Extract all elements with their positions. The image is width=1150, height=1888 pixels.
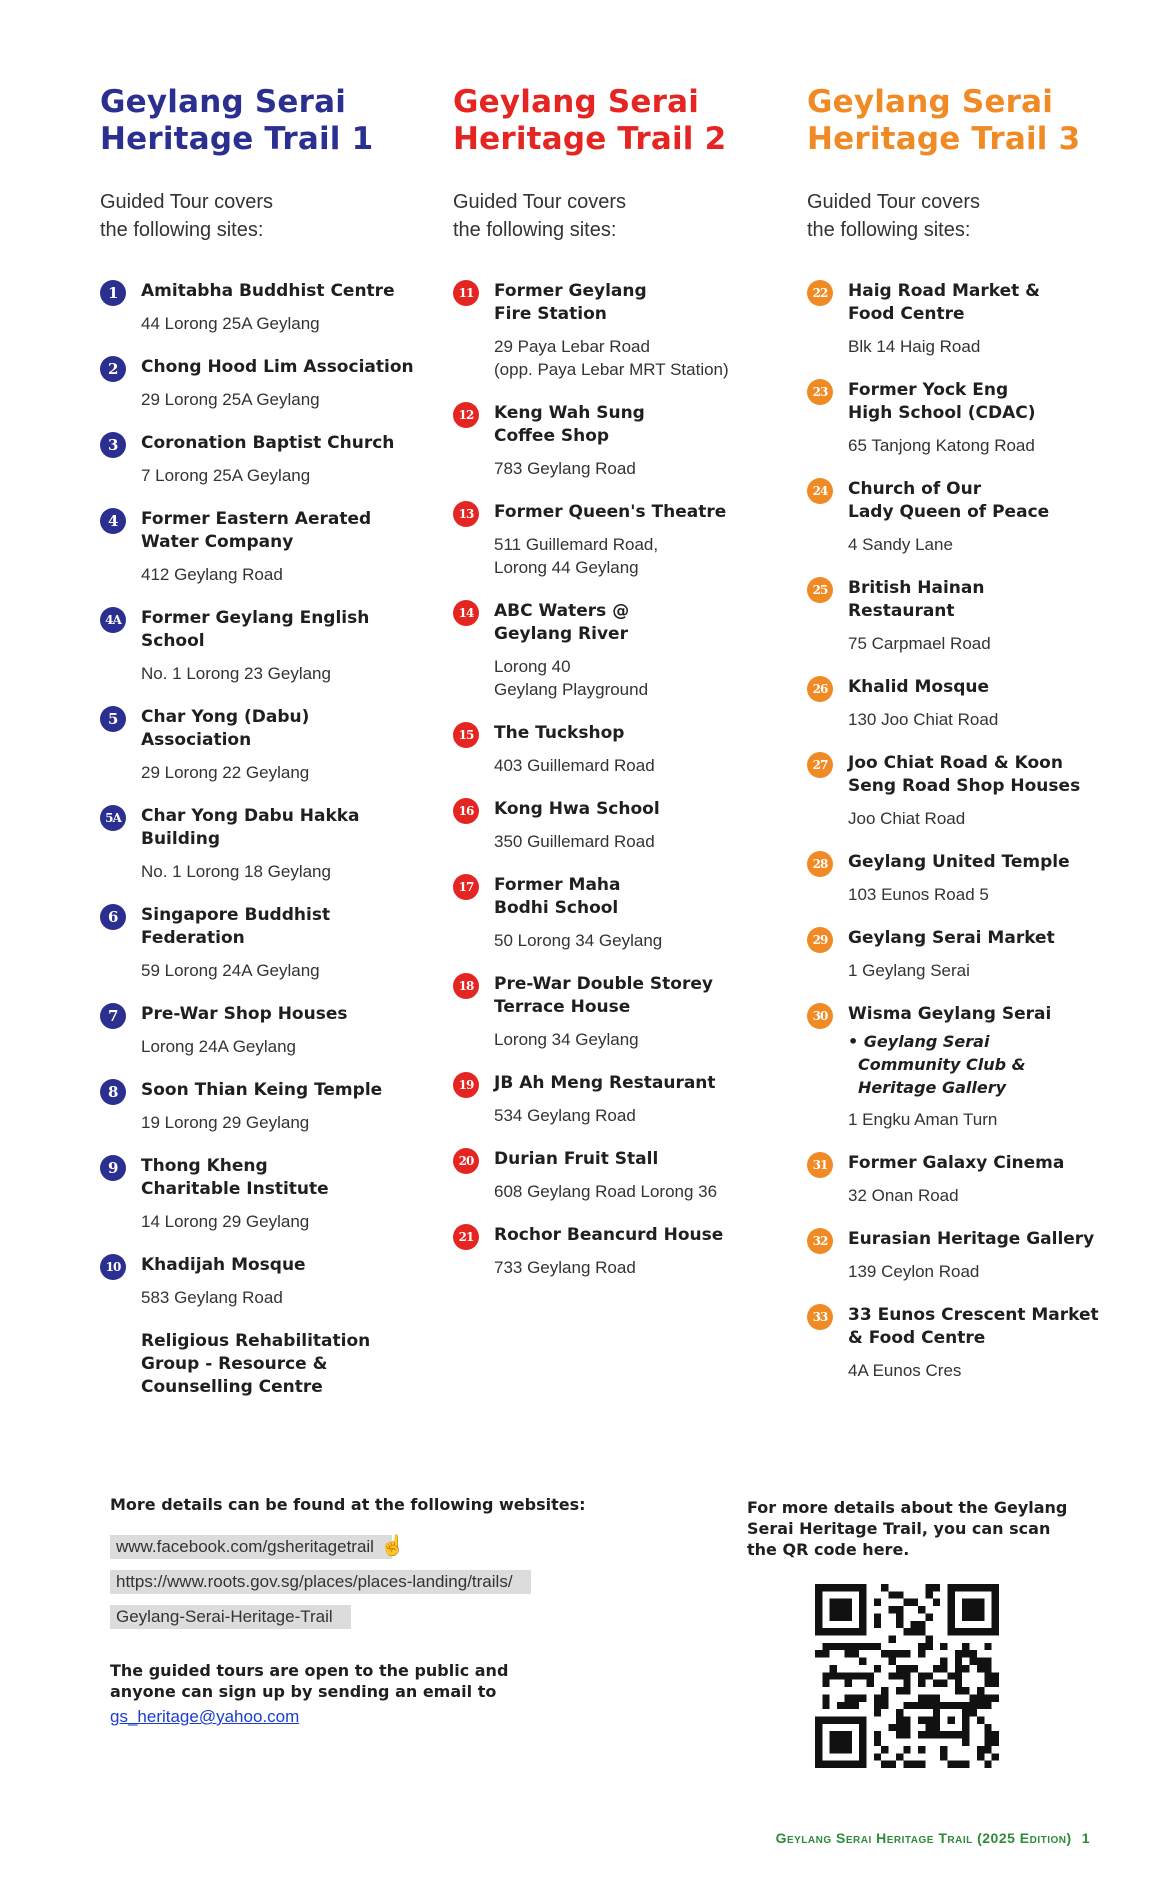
site-name: Former Yock Eng High School (CDAC) xyxy=(848,380,1036,423)
site-item xyxy=(453,402,783,480)
site-name: Church of Our Lady Queen of Peace xyxy=(848,479,1050,522)
site-number-badge: 16 xyxy=(453,798,479,824)
site-name: Former Maha Bodhi School xyxy=(494,875,621,918)
site-item xyxy=(807,676,1137,731)
site-number-badge: 1 xyxy=(100,280,126,306)
site-item xyxy=(807,1228,1137,1283)
site-name: Thong Kheng Charitable Institute xyxy=(141,1156,329,1199)
site-item xyxy=(807,1152,1137,1207)
trail-2-column xyxy=(453,84,783,1300)
qr-caption: For more details about the Geylang Serai Heritage Trail, you can scan the QR code here. xyxy=(747,1498,1068,1559)
site-number-badge: 25 xyxy=(807,577,833,603)
site-name: Keng Wah Sung Coffee Shop xyxy=(494,403,645,446)
site-address: 412 Geylang Road xyxy=(141,565,283,584)
site-address: 29 Paya Lebar Road (opp. Paya Lebar MRT Station) xyxy=(494,337,729,379)
site-address: 65 Tanjong Katong Road xyxy=(848,436,1035,455)
site-number-badge: 13 xyxy=(453,501,479,527)
email-link[interactable]: gs_heritage@yahoo.com xyxy=(110,1707,300,1726)
site-item xyxy=(453,1224,783,1279)
site-name: Geylang United Temple xyxy=(848,852,1070,872)
site-name: Former Queen's Theatre xyxy=(494,502,727,522)
site-name: Rochor Beancurd House xyxy=(494,1225,724,1245)
qr-code-icon[interactable] xyxy=(815,1584,999,1768)
site-item xyxy=(100,1254,430,1309)
site-name: Pre-War Double Storey Terrace House xyxy=(494,974,713,1017)
site-address: 534 Geylang Road xyxy=(494,1106,636,1125)
site-item xyxy=(100,1079,430,1134)
site-address: Joo Chiat Road xyxy=(848,809,966,828)
site-name: Durian Fruit Stall xyxy=(494,1149,659,1169)
site-address: 1 Geylang Serai xyxy=(848,961,970,980)
site-name: Former Galaxy Cinema xyxy=(848,1153,1065,1173)
site-name: Religious Rehabilitation Group - Resource & Counselling Centre xyxy=(141,1331,371,1397)
site-name: Soon Thian Keing Temple xyxy=(141,1080,383,1100)
site-address: 32 Onan Road xyxy=(848,1186,959,1205)
site-address: Blk 14 Haig Road xyxy=(848,337,981,356)
site-address: Lorong 40 Geylang Playground xyxy=(494,657,649,699)
site-number-badge: 18 xyxy=(453,973,479,999)
site-item xyxy=(453,501,783,579)
site-name: Wisma Geylang Serai xyxy=(848,1004,1052,1024)
page-number: 1 xyxy=(1081,1830,1090,1846)
site-item xyxy=(100,706,430,784)
site-item xyxy=(453,973,783,1051)
site-sub-item: • Geylang Serai Community Club & Heritage Gallery xyxy=(848,1032,1026,1097)
trail-intro: Guided Tour covers the following sites: xyxy=(100,191,274,241)
site-address: 29 Lorong 22 Geylang xyxy=(141,763,310,782)
website-links xyxy=(110,1531,630,1636)
websites-section xyxy=(110,1494,630,1730)
site-address: Lorong 24A Geylang xyxy=(141,1037,297,1056)
site-item xyxy=(807,1003,1137,1131)
site-address: 608 Geylang Road Lorong 36 xyxy=(494,1182,718,1201)
site-item xyxy=(453,1148,783,1203)
site-number-badge: 26 xyxy=(807,676,833,702)
site-address: Lorong 34 Geylang xyxy=(494,1030,639,1049)
site-item xyxy=(453,280,783,381)
site-number-badge: 23 xyxy=(807,379,833,405)
site-name: Khadijah Mosque xyxy=(141,1255,306,1275)
site-name: Eurasian Heritage Gallery xyxy=(848,1229,1095,1249)
site-address: 19 Lorong 29 Geylang xyxy=(141,1113,310,1132)
site-item xyxy=(100,508,430,586)
site-number-badge: 33 xyxy=(807,1304,833,1330)
site-number-badge: 15 xyxy=(453,722,479,748)
site-address: 7 Lorong 25A Geylang xyxy=(141,466,311,485)
trail-title: Geylang Serai Heritage Trail 2 xyxy=(453,84,727,157)
site-item xyxy=(100,280,430,335)
site-item xyxy=(100,904,430,982)
site-name: Chong Hood Lim Association xyxy=(141,357,414,377)
site-name: Former Geylang Fire Station xyxy=(494,281,647,324)
websites-heading: More details can be found at the following websites: xyxy=(110,1495,586,1514)
site-item xyxy=(100,1330,430,1399)
signup-text: The guided tours are open to the public and anyone can sign up by sending an email to xyxy=(110,1661,509,1701)
site-address: 130 Joo Chiat Road xyxy=(848,710,999,729)
site-item xyxy=(453,874,783,952)
site-name: Khalid Mosque xyxy=(848,677,990,697)
site-name: Geylang Serai Market xyxy=(848,928,1055,948)
site-item xyxy=(807,851,1137,906)
site-address: 139 Ceylon Road xyxy=(848,1262,980,1281)
site-name: Char Yong (Dabu) Association xyxy=(141,707,310,750)
roots-link-continued[interactable]: Geylang-Serai-Heritage-Trail xyxy=(110,1605,351,1629)
page-label: Geylang Serai Heritage Trail (2025 Edition) xyxy=(775,1830,1072,1846)
site-number-badge: 27 xyxy=(807,752,833,778)
site-item xyxy=(100,607,430,685)
site-name: The Tuckshop xyxy=(494,723,625,743)
site-number-badge: 28 xyxy=(807,851,833,877)
site-address: 783 Geylang Road xyxy=(494,459,636,478)
site-name: Amitabha Buddhist Centre xyxy=(141,281,395,301)
site-name: 33 Eunos Crescent Market & Food Centre xyxy=(848,1305,1099,1348)
trail-intro: Guided Tour covers the following sites: xyxy=(453,191,627,241)
site-address: 103 Eunos Road 5 xyxy=(848,885,989,904)
site-item xyxy=(453,600,783,701)
site-item xyxy=(807,577,1137,655)
site-item xyxy=(807,280,1137,358)
site-name: Haig Road Market & Food Centre xyxy=(848,281,1040,324)
site-number-badge: 6 xyxy=(100,904,126,930)
site-address: 733 Geylang Road xyxy=(494,1258,636,1277)
site-name: Coronation Baptist Church xyxy=(141,433,395,453)
site-name: Kong Hwa School xyxy=(494,799,660,819)
site-name: Char Yong Dabu Hakka Building xyxy=(141,806,360,849)
site-number-badge: 29 xyxy=(807,927,833,953)
site-item xyxy=(807,752,1137,830)
site-number-badge: 32 xyxy=(807,1228,833,1254)
page-footer xyxy=(776,1830,1090,1846)
site-number-badge: 19 xyxy=(453,1072,479,1098)
site-number-badge: 8 xyxy=(100,1079,126,1105)
trail-title: Geylang Serai Heritage Trail 1 xyxy=(100,84,374,157)
trail-title: Geylang Serai Heritage Trail 3 xyxy=(807,84,1081,157)
site-address: 14 Lorong 29 Geylang xyxy=(141,1212,310,1231)
site-item xyxy=(453,722,783,777)
trail-3-column xyxy=(807,84,1137,1403)
site-address: 75 Carpmael Road xyxy=(848,634,991,653)
site-item xyxy=(453,1072,783,1127)
site-address: 403 Guillemard Road xyxy=(494,756,655,775)
site-number-badge: 14 xyxy=(453,600,479,626)
site-address: 59 Lorong 24A Geylang xyxy=(141,961,320,980)
site-number-badge: 4A xyxy=(100,607,126,633)
site-number-badge: 5 xyxy=(100,706,126,732)
trail-intro: Guided Tour covers the following sites: xyxy=(807,191,981,241)
site-number-badge: 21 xyxy=(453,1224,479,1250)
site-number-badge: 17 xyxy=(453,874,479,900)
site-address: 511 Guillemard Road, Lorong 44 Geylang xyxy=(494,535,659,577)
site-address: 350 Guillemard Road xyxy=(494,832,655,851)
site-number-badge: 3 xyxy=(100,432,126,458)
site-name: Joo Chiat Road & Koon Seng Road Shop Houses xyxy=(848,753,1081,796)
site-name: JB Ah Meng Restaurant xyxy=(494,1073,716,1093)
site-item xyxy=(100,805,430,883)
qr-section xyxy=(747,1497,1077,1560)
site-address: 29 Lorong 25A Geylang xyxy=(141,390,320,409)
site-number-badge: 10 xyxy=(100,1254,126,1280)
site-number-badge: 20 xyxy=(453,1148,479,1174)
site-item xyxy=(807,1304,1137,1382)
site-item xyxy=(100,356,430,411)
site-item xyxy=(453,798,783,853)
site-number-badge: 11 xyxy=(453,280,479,306)
site-address: 4 Sandy Lane xyxy=(848,535,953,554)
site-address: 1 Engku Aman Turn xyxy=(848,1110,998,1129)
site-name: Former Geylang English School xyxy=(141,608,370,651)
site-name: Former Eastern Aerated Water Company xyxy=(141,509,372,552)
facebook-link[interactable]: www.facebook.com/gsheritagetrail xyxy=(110,1535,392,1559)
site-item xyxy=(807,927,1137,982)
site-item xyxy=(100,432,430,487)
roots-link[interactable]: https://www.roots.gov.sg/places/places-landing/trails/ xyxy=(110,1570,531,1594)
site-number-badge: 5A xyxy=(100,805,126,831)
site-number-badge: 12 xyxy=(453,402,479,428)
site-item xyxy=(807,379,1137,457)
site-item xyxy=(100,1003,430,1058)
site-name: Singapore Buddhist Federation xyxy=(141,905,331,948)
site-number-badge: 24 xyxy=(807,478,833,504)
site-number-badge: 9 xyxy=(100,1155,126,1181)
site-item xyxy=(807,478,1137,556)
hand-cursor-icon: ☝ xyxy=(379,1535,405,1557)
site-address: No. 1 Lorong 18 Geylang xyxy=(141,862,331,881)
site-number-badge: 30 xyxy=(807,1003,833,1029)
site-number-badge: 7 xyxy=(100,1003,126,1029)
site-name: British Hainan Restaurant xyxy=(848,578,985,621)
site-item xyxy=(100,1155,430,1233)
site-number-badge: 4 xyxy=(100,508,126,534)
site-name: ABC Waters @ Geylang River xyxy=(494,601,630,644)
site-number-badge: 31 xyxy=(807,1152,833,1178)
site-address: 44 Lorong 25A Geylang xyxy=(141,314,320,333)
site-address: 4A Eunos Cres xyxy=(848,1361,962,1380)
trail-1-column xyxy=(100,84,430,1420)
site-number-badge: 22 xyxy=(807,280,833,306)
site-number-badge: 2 xyxy=(100,356,126,382)
site-name: Pre-War Shop Houses xyxy=(141,1004,348,1024)
site-address: No. 1 Lorong 23 Geylang xyxy=(141,664,331,683)
site-address: 50 Lorong 34 Geylang xyxy=(494,931,663,950)
site-address: 583 Geylang Road xyxy=(141,1288,283,1307)
